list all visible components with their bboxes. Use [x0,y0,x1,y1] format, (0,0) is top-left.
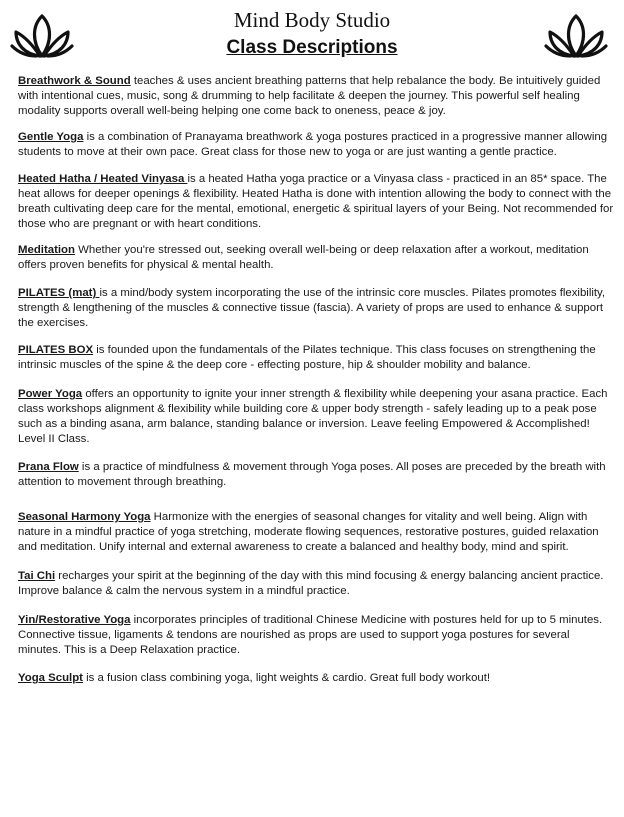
class-description: incorporates principles of traditional Chinese Medicine with postures held for up to 5 minutes. Connective tissue, ligaments & tendons are nourished as props are used to support yoga postures for several minutes. This is a Deep Relaxation practice. [18,614,603,656]
class-description: is founded upon the fundamentals of the Pilates technique. This class focuses on strengthening the intrinsic muscles of the spine & the deep core - effecting posture, hip & shoulder mobility and balance. [18,344,596,371]
class-entry-meditation [18,243,614,273]
page-header [0,0,624,70]
class-descriptions [18,74,614,686]
class-description: Whether you're stressed out, seeking overall well-being or deep relaxation after a workout, meditation offers proven benefits for physical & mental health. [18,244,589,271]
class-name: PILATES BOX [18,344,94,356]
class-description: teaches & uses ancient breathing patterns that help rebalance the body. Be intuitively guided with intentional cues, music, song & drumming to help facilitate & deepen the journey. This powerful self healing modality supports overall well-being helping one come back to oneness, peace & joy. [18,75,601,117]
lotus-icon [544,12,608,62]
class-entry-heated-hatha [18,172,614,232]
class-name: Heated Hatha / Heated Vinyasa [18,173,188,185]
studio-name: Mind Body Studio [233,8,391,32]
class-entry-breathwork [18,74,614,119]
class-entry-power-yoga [18,387,614,447]
class-description: recharges your spirit at the beginning of the day with this mind focusing & energy balancing ancient practice. Improve balance & calm the nervous system in a mindful practice. [18,570,604,597]
class-name: Prana Flow [18,461,79,473]
class-description: Harmonize with the energies of seasonal changes for vitality and well being. Align with nature in a mindful practice of yoga stretching, moderate flowing sequences, restorative postures, guided relaxation and meditation. Unify internal and external awareness to create a balanced and healthy body, mind and spirit. [18,511,599,553]
class-entry-seasonal-harmony [18,510,614,555]
class-name: Yoga Sculpt [18,672,83,684]
class-entry-pilates-mat [18,286,614,331]
class-name: Gentle Yoga [18,131,84,143]
class-entry-tai-chi [18,569,614,599]
class-description: offers an opportunity to ignite your inner strength & flexibility while deepening your asana practice. Each class workshops alignment & flexibility while building core & upper body strength - safely leading up to a peak pose such as a binding asana, arm balance, standing balance or inversion. Leave feeling Empowered & Accomplished! Level II Class. [18,388,608,445]
class-name: Breathwork & Sound [18,75,131,87]
class-description: is a heated Hatha yoga practice or a Vinyasa class - practiced in an 85* space. The heat allows for deeper openings & flexibility. Heated Hatha is done with intention allowing the body to connect with the breath cultivating deep care for the mental, emotional, energetic & spiritual layers of your Being. Not recommended for those who are pregnant or with heart conditions. [18,173,614,230]
class-description: is a fusion class combining yoga, light weights & cardio. Great full body workout! [82,672,491,684]
class-name: PILATES (mat) [18,287,100,299]
class-name: Tai Chi [18,570,56,582]
class-description: is a mind/body system incorporating the use of the intrinsic core muscles. Pilates promotes flexibility, strength & lengthening of the muscles & connective tissue (fascia). A variety of props are used to enhance & support the exercises. [18,287,606,329]
page-title: Class Descriptions [226,37,398,58]
class-entry-pilates-box [18,343,614,373]
class-name: Meditation [18,244,75,256]
class-entry-gentle-yoga [18,130,614,160]
class-name: Yin/Restorative Yoga [18,614,131,626]
class-description: is a practice of mindfulness & movement through Yoga poses. All poses are preceded by the breath with attention to movement through breathing. [18,461,606,488]
class-name: Power Yoga [18,388,83,400]
class-name: Seasonal Harmony Yoga [18,511,151,523]
class-entry-prana-flow [18,460,614,490]
class-entry-yoga-sculpt [18,671,614,686]
class-description: is a combination of Pranayama breathwork & yoga postures practiced in a progressive manner allowing students to move at their own pace. Great class for those new to yoga or are just wanting a gentle practice. [18,131,608,158]
class-entry-yin-restorative [18,613,614,658]
